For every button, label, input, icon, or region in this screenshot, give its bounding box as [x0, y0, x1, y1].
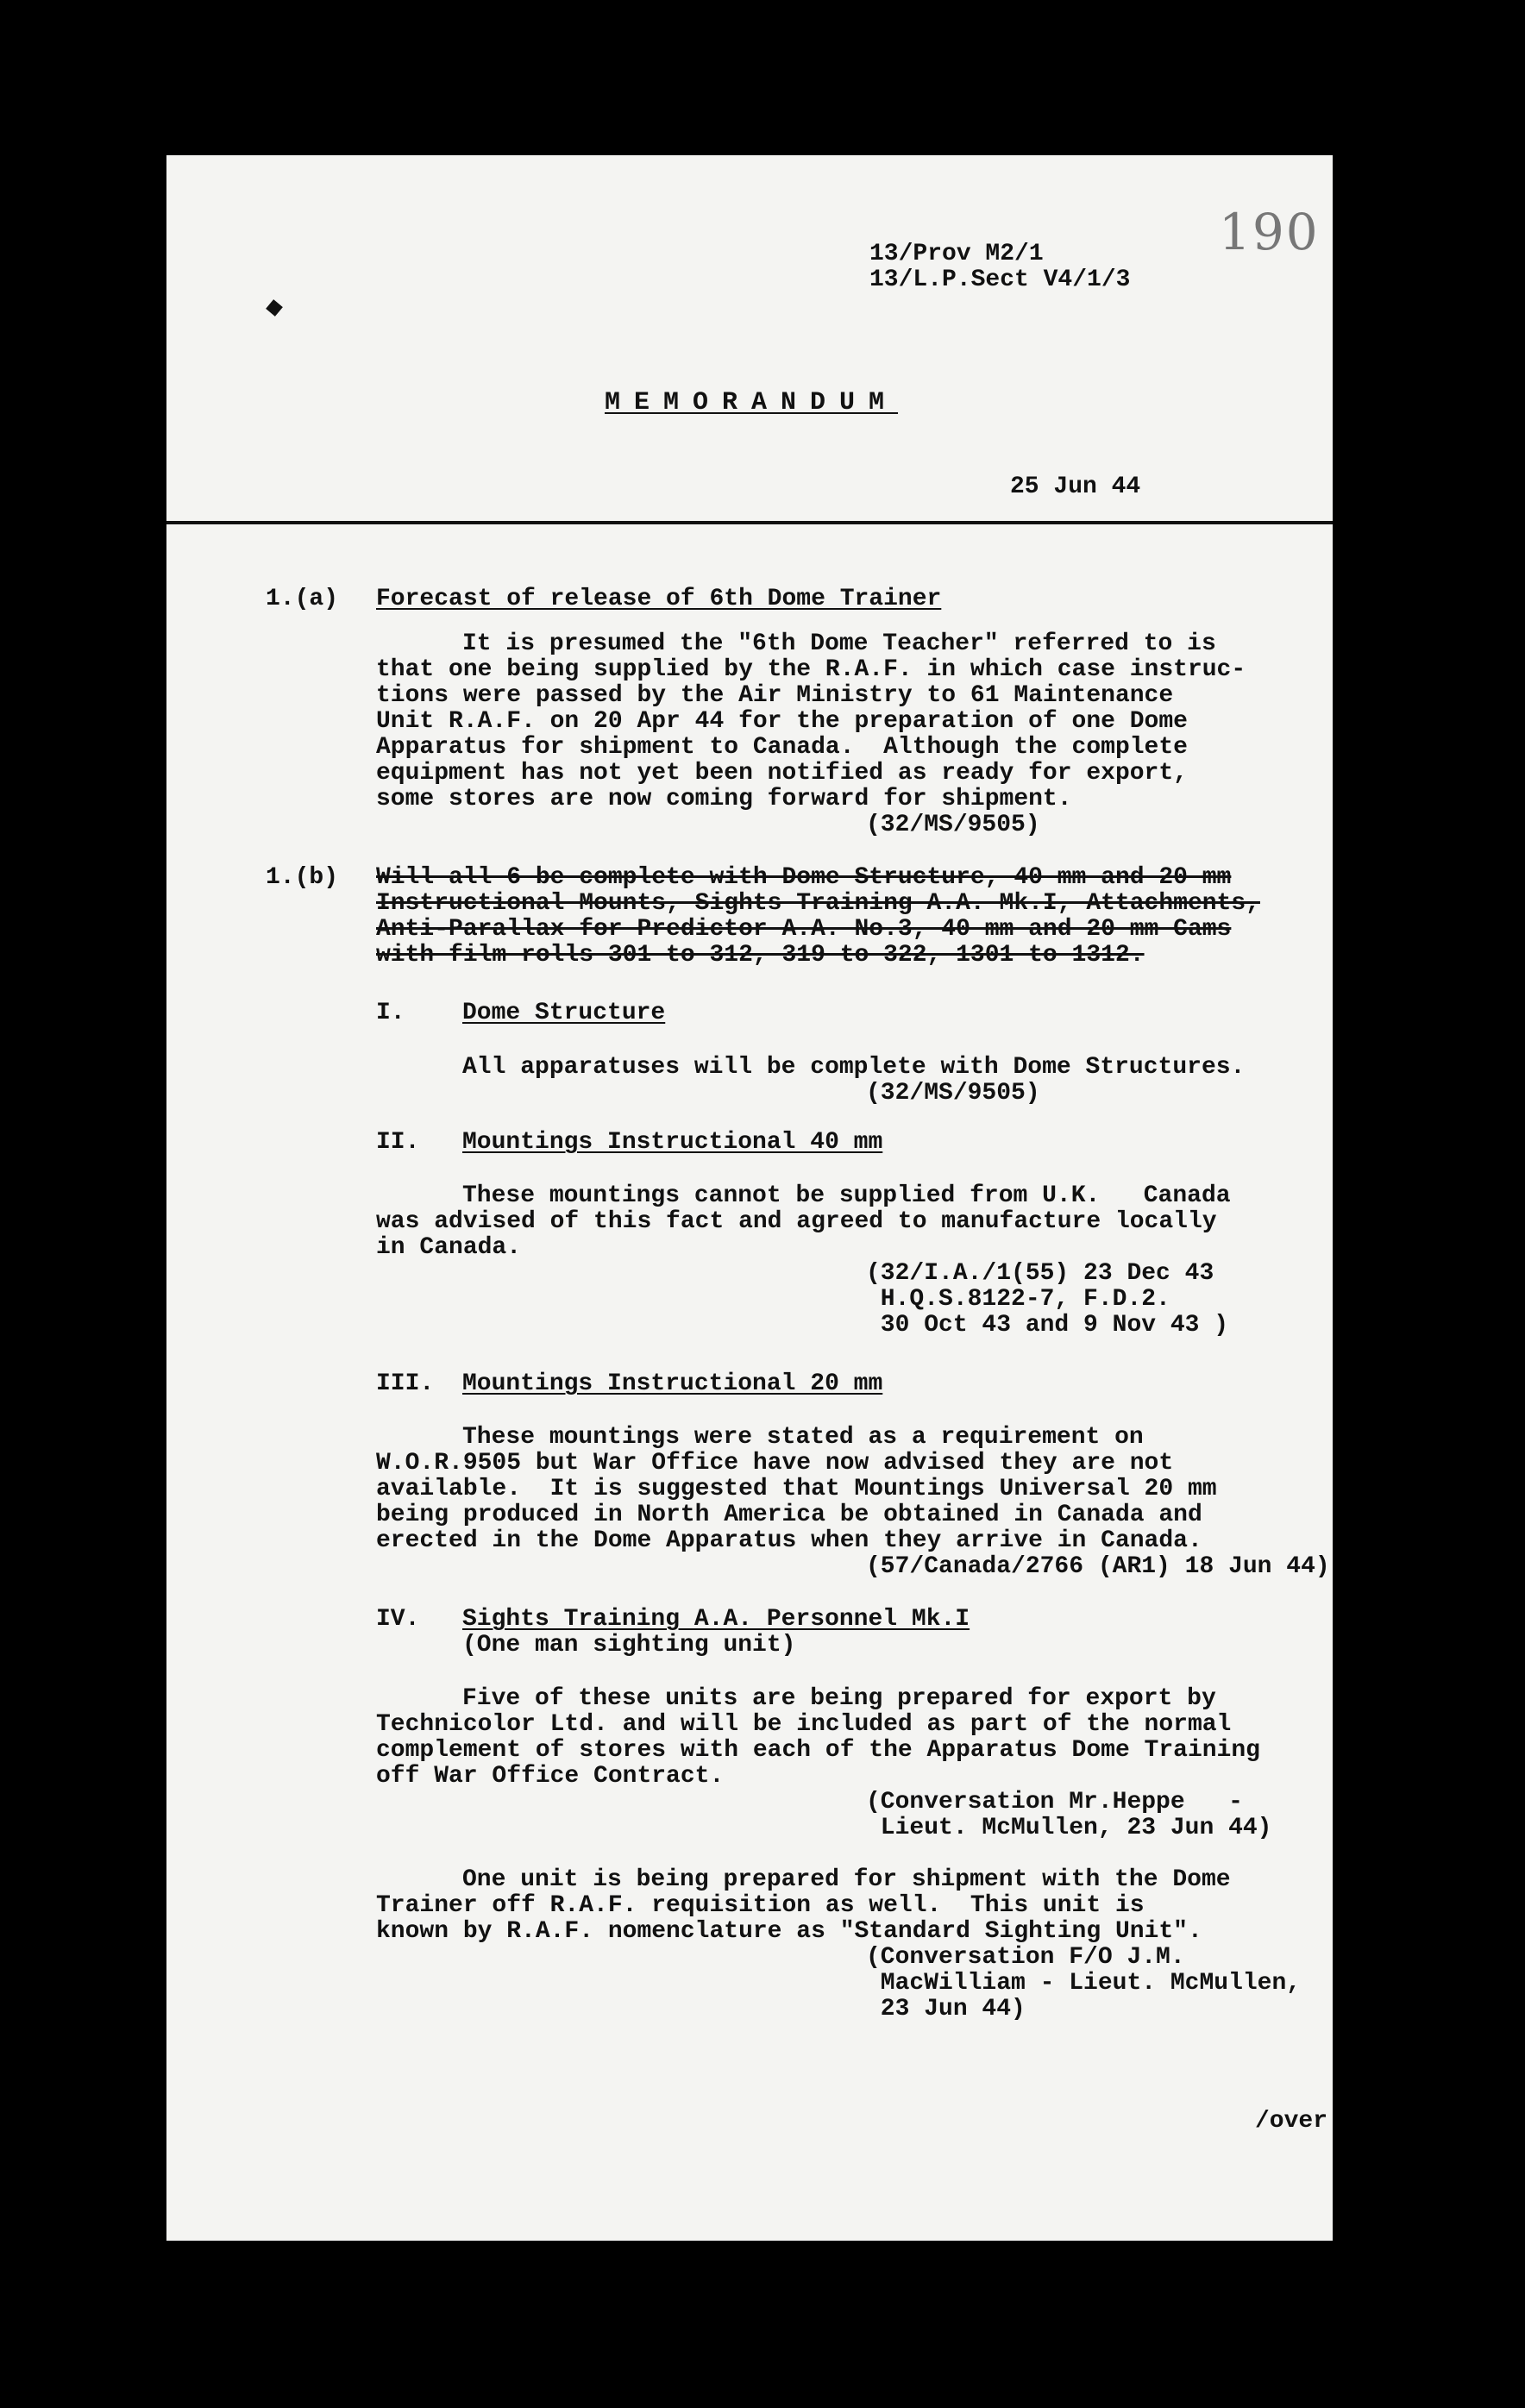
- item-IV-reference: MacWilliam - Lieut. McMullen,: [866, 1970, 1302, 1997]
- section-1a-heading: Forecast of release of 6th Dome Trainer: [376, 586, 942, 612]
- item-IV-line: complement of stores with each of the Apparatus Dome Training: [376, 1737, 1260, 1764]
- item-III-line: being produced in North America be obtained in Canada and: [376, 1502, 1202, 1528]
- item-IV-number: IV.: [376, 1606, 420, 1633]
- memo-page: [166, 155, 1333, 2241]
- section-1a-line: tions were passed by the Air Ministry to 61 Maintenance: [376, 682, 1174, 709]
- item-IV-line: One unit is being prepared for shipment with the Dome: [462, 1866, 1231, 1893]
- header-rule: [166, 521, 1333, 524]
- section-1b-line: Will all 6 be complete with Dome Structure, 40 mm and 20 mm: [376, 864, 1232, 891]
- section-1a-line: Apparatus for shipment to Canada. Although the complete: [376, 734, 1188, 761]
- memo-title: MEMORANDUM: [605, 388, 899, 417]
- item-III-line: These mountings were stated as a requirement on: [462, 1424, 1144, 1451]
- item-III-number: III.: [376, 1370, 435, 1397]
- item-IV-reference: 23 Jun 44): [866, 1996, 1026, 2022]
- item-II-line: was advised of this fact and agreed to manufacture locally: [376, 1208, 1217, 1235]
- section-1a-number: 1.(a): [266, 586, 339, 612]
- memo-date: 25 Jun 44: [1010, 473, 1141, 500]
- section-1b-number: 1.(b): [266, 864, 339, 891]
- item-IV-reference: (Conversation Mr.Heppe -: [866, 1789, 1243, 1815]
- item-II-line: in Canada.: [376, 1234, 522, 1261]
- item-IV-line: Trainer off R.A.F. requisition as well. This unit is: [376, 1892, 1145, 1919]
- item-II-heading: Mountings Instructional 40 mm: [462, 1129, 883, 1156]
- section-1a-line: Unit R.A.F. on 20 Apr 44 for the preparation of one Dome: [376, 708, 1188, 735]
- item-III-heading: Mountings Instructional 20 mm: [462, 1370, 883, 1397]
- item-IV-heading: Sights Training A.A. Personnel Mk.I: [462, 1606, 970, 1633]
- section-1a-line: some stores are now coming forward for shipment.: [376, 786, 1072, 812]
- item-IV-line: off War Office Contract.: [376, 1763, 725, 1790]
- item-II-number: II.: [376, 1129, 420, 1156]
- section-1b-line: Instructional Mounts, Sights Training A.A. Mk.I, Attachments,: [376, 890, 1260, 917]
- item-III-line: available. It is suggested that Mountings Universal 20 mm: [376, 1476, 1217, 1502]
- item-IV-line: Technicolor Ltd. and will be included as part of the normal: [376, 1711, 1232, 1738]
- item-I-number: I.: [376, 1000, 405, 1026]
- item-IV-subheading: (One man sighting unit): [462, 1632, 796, 1659]
- item-II-line: These mountings cannot be supplied from U.K. Canada: [462, 1182, 1231, 1209]
- section-1a-line: It is presumed the "6th Dome Teacher" referred to is: [462, 630, 1216, 657]
- item-II-reference: H.Q.S.8122-7, F.D.2.: [866, 1286, 1170, 1313]
- item-IV-reference: Lieut. McMullen, 23 Jun 44): [866, 1815, 1272, 1841]
- item-III-line: erected in the Dome Apparatus when they arrive in Canada.: [376, 1527, 1202, 1554]
- item-IV-reference: (Conversation F/O J.M.: [866, 1944, 1185, 1971]
- section-1b-line: with film rolls 301 to 312, 319 to 322, 1301 to 1312.: [376, 942, 1145, 969]
- reference-1: 13/Prov M2/1: [869, 241, 1044, 267]
- item-I-reference: (32/MS/9505): [866, 1080, 1040, 1107]
- section-1a-line: equipment has not yet been notified as ready for export,: [376, 760, 1188, 787]
- item-I-heading: Dome Structure: [462, 1000, 666, 1026]
- item-I-line: All apparatuses will be complete with Dome Structures.: [462, 1054, 1246, 1081]
- reference-2: 13/L.P.Sect V4/1/3: [869, 267, 1131, 293]
- item-IV-line: known by R.A.F. nomenclature as "Standard Sighting Unit".: [376, 1918, 1202, 1945]
- section-1a-line: that one being supplied by the R.A.F. in which case instruc-: [376, 656, 1246, 683]
- punch-mark: [266, 299, 283, 317]
- item-II-reference: (32/I.A./1(55) 23 Dec 43: [866, 1260, 1214, 1287]
- item-III-line: W.O.R.9505 but War Office have now advised they are not: [376, 1450, 1174, 1477]
- item-II-reference: 30 Oct 43 and 9 Nov 43 ): [866, 1312, 1229, 1339]
- folio-number: 190: [1219, 203, 1320, 261]
- item-IV-line: Five of these units are being prepared for export by: [462, 1685, 1216, 1712]
- section-1a-reference: (32/MS/9505): [866, 812, 1040, 838]
- item-III-reference: (57/Canada/2766 (AR1) 18 Jun 44): [866, 1553, 1330, 1580]
- section-1b-line: Anti-Parallax for Predictor A.A. No.3, 40 mm and 20 mm Cams: [376, 916, 1232, 943]
- page-over: /over: [1255, 2108, 1328, 2135]
